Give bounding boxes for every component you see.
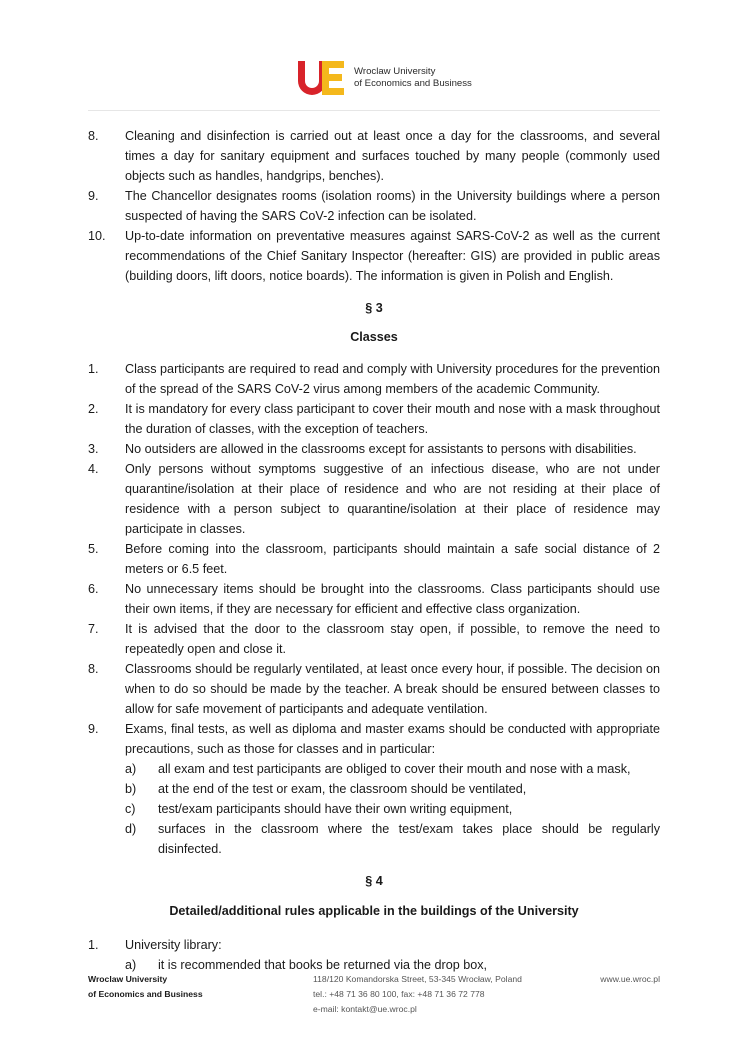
footer-institution [88, 972, 203, 1002]
item-number: 1. [88, 938, 99, 952]
item-text: Class participants are required to read and comply with University procedures for the prevention of the spread of the SARS CoV-2 virus among members of the academic Community. [125, 362, 660, 396]
ue-logo-icon [296, 58, 346, 98]
logo-text-line1: Wroclaw University [354, 66, 436, 77]
item-text: Exams, final tests, as well as diploma and master exams should be conducted with appropriate precautions, such as those for classes and in particular: [125, 722, 660, 756]
item-number: 3. [88, 442, 99, 456]
section-4-list [88, 935, 660, 975]
list-item [88, 539, 660, 579]
list-item [88, 579, 660, 619]
item-text: It is mandatory for every class participant to cover their mouth and nose with a mask throughout the duration of classes, with the exception of teachers. [125, 402, 660, 436]
sub-list [125, 759, 660, 859]
document-body [88, 126, 660, 975]
list-continued [88, 126, 660, 286]
item-text: University library: [125, 938, 222, 952]
item-text: Up-to-date information on preventative measures against SARS-CoV-2 as well as the current recommendations of the Chief Sanitary Inspector (hereafter: GIS) are provided in public areas (building doors, lift doors, notice boards). The information is given in Polish and English. [125, 229, 660, 283]
item-number: 9. [88, 722, 99, 736]
item-text: The Chancellor designates rooms (isolation rooms) in the University buildings where a person suspected of having the SARS CoV-2 infection can be isolated. [125, 189, 660, 223]
footer-website: www.ue.wroc.pl [600, 974, 660, 984]
item-number: 8. [88, 129, 99, 143]
item-text: It is advised that the door to the classroom stay open, if possible, to remove the need to repeatedly open and close it. [125, 622, 660, 656]
item-text: Cleaning and disinfection is carried out at least once a day for the classrooms, and several times a day for sanitary equipment and surfaces touched by many people (commonly used objects such as handles, handgrips, benches). [125, 129, 660, 183]
page-header [0, 58, 750, 104]
list-item [88, 619, 660, 659]
sub-item-letter: b) [125, 782, 137, 796]
item-number: 5. [88, 542, 99, 556]
sub-item-text: test/exam participants should have their own writing equipment, [158, 802, 513, 816]
sub-item-letter: a) [125, 762, 137, 776]
sub-list-item [125, 799, 660, 819]
sub-item-text: all exam and test participants are obliged to cover their mouth and nose with a mask, [158, 762, 631, 776]
sub-item-text: surfaces in the classroom where the test/exam takes place should be regularly disinfected. [158, 822, 660, 856]
sub-item-letter: a) [125, 958, 137, 972]
section-4-mark: § 4 [365, 874, 383, 888]
sub-list-item [125, 759, 660, 779]
footer-email: e-mail: kontakt@ue.wroc.pl [313, 1004, 417, 1014]
footer-address: 118/120 Komandorska Street, 53-345 Wrocław, Poland [313, 974, 522, 984]
item-text: Classrooms should be regularly ventilated, at least once every hour, if possible. The decision on when to do so should be made by the teacher. A break should be ensured between classes to allow for safe movement of participants and adequate ventilation. [125, 662, 660, 716]
footer-phone: tel.: +48 71 36 80 100, fax: +48 71 36 72 778 [313, 989, 485, 999]
list-item [88, 126, 660, 186]
logo-text-line2: of Economics and Business [354, 78, 472, 89]
item-text: Only persons without symptoms suggestive of an infectious disease, who are not under quarantine/isolation at their place of residence and who are not residing at their place of residence with a person subject to quarantine/isolation at their place of residence may participate in classes. [125, 462, 660, 536]
sub-item-letter: c) [125, 802, 136, 816]
logo-text [354, 66, 472, 90]
list-item [88, 659, 660, 719]
sub-item-letter: d) [125, 822, 137, 836]
item-text: No unnecessary items should be brought into the classrooms. Class participants should use their own items, if they are necessary for efficient and effective class organization. [125, 582, 660, 616]
list-item [88, 399, 660, 439]
sub-item-text: at the end of the test or exam, the classroom should be ventilated, [158, 782, 527, 796]
list-item [88, 439, 660, 459]
list-item [88, 935, 660, 975]
item-number: 7. [88, 622, 99, 636]
list-item [88, 459, 660, 539]
sub-item-text: it is recommended that books be returned via the drop box, [158, 958, 488, 972]
item-text: Before coming into the classroom, participants should maintain a safe social distance of 2 meters or 6.5 feet. [125, 542, 660, 576]
item-text: No outsiders are allowed in the classrooms except for assistants to persons with disabilities. [125, 442, 637, 456]
item-number: 9. [88, 189, 99, 203]
sub-list-item [125, 819, 660, 859]
section-3-mark: § 3 [365, 301, 383, 315]
footer-name-line1: Wroclaw University [88, 974, 168, 984]
section-4-title: Detailed/additional rules applicable in the buildings of the University [169, 904, 579, 918]
list-item [88, 359, 660, 399]
item-number: 2. [88, 402, 99, 416]
footer-name-line2: of Economics and Business [88, 989, 203, 999]
header-divider [88, 110, 660, 111]
footer-contact [313, 972, 522, 1017]
list-item [88, 226, 660, 286]
university-logo [296, 58, 472, 98]
item-number: 8. [88, 662, 99, 676]
list-item [88, 186, 660, 226]
item-number: 4. [88, 462, 99, 476]
item-number: 10. [88, 229, 106, 243]
list-item [88, 719, 660, 859]
section-3-list [88, 359, 660, 859]
section-3-title: Classes [350, 330, 398, 344]
item-number: 1. [88, 362, 99, 376]
item-number: 6. [88, 582, 99, 596]
sub-list-item [125, 779, 660, 799]
